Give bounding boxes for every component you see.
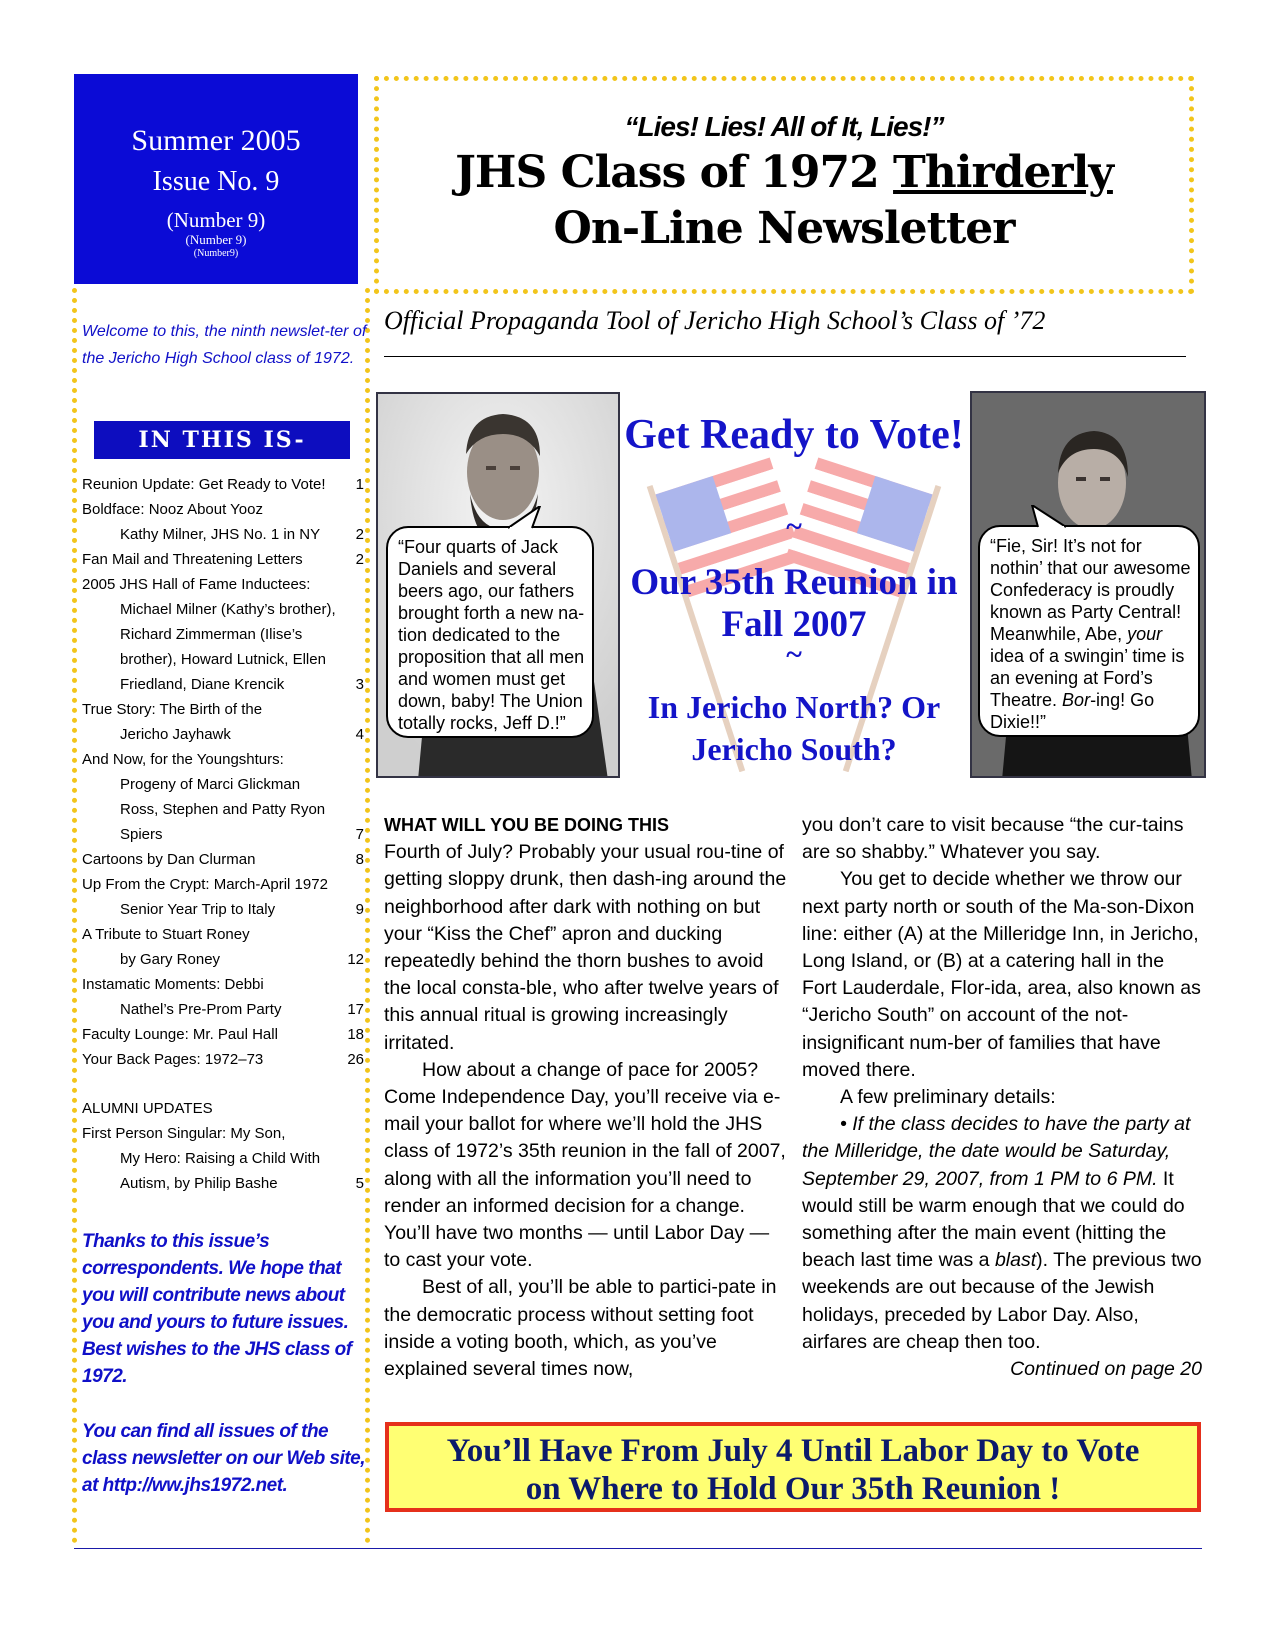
toc-item-page: 12 [347,951,364,968]
speech-tail-icon [506,506,546,530]
toc-item-page: 4 [355,726,364,743]
continued-link[interactable]: Continued on page 20 [1010,1358,1202,1381]
davis-quote-part2: idea of a swingin’ time is an evening at Ford’s Theatre. [990,646,1185,710]
toc-item[interactable] [82,472,364,497]
toc-item-title: Faculty Lounge: Mr. Paul Hall [82,1026,278,1043]
lincoln-photo [376,392,620,778]
article-paragraph: you don’t care to visit because “the cur-tains are so shabby.” Whatever you say. [802,814,1184,864]
tilde-separator-2: ~ [786,638,802,671]
davis-quote-part3: -ing! Go Dixie!!” [990,690,1155,732]
toc-item-title: Nathel’s Pre-Prom Party [120,1001,282,1018]
toc-item-page: 17 [347,1001,364,1018]
davis-speech-bubble [978,525,1200,737]
toc-item[interactable] [82,1022,364,1047]
article-paragraph: A few preliminary details: [840,1086,1056,1109]
banner-line-2: on Where to Hold Our 35th Reunion ! [525,1471,1061,1507]
davis-quote-part1: “Fie, Sir! It’s not for nothin’ that our awesome Confederacy is proudly known as Party Central! Meanwhile, Abe, [990,536,1191,644]
toc-item-page: 26 [347,1051,364,1068]
vote-headline-block [624,392,964,772]
toc-item-title: Fan Mail and Threatening Letters [82,551,303,568]
vote-headline: Get Ready to Vote! [624,412,964,458]
toc-item-title: Richard Zimmerman (Ilise’s [120,626,303,643]
toc-item-title: brother), Howard Lutnick, Ellen [120,651,326,668]
davis-quote-emphasis2: Bor [1062,690,1091,710]
header-divider [384,356,1186,357]
toc-item-page: 3 [355,676,364,693]
masthead-title-underlined: Thirderly [893,147,1113,198]
toc-item[interactable] [82,922,364,947]
toc-item-title: Ross, Stephen and Patty Ryon [120,801,326,818]
toc-item-title: Your Back Pages: 1972–73 [82,1051,264,1068]
toc-item[interactable] [82,547,364,572]
masthead [374,76,1194,294]
toc-item[interactable] [82,972,364,997]
toc-item[interactable] [120,622,364,647]
toc-item[interactable] [82,1096,364,1121]
toc-item-title: A Tribute to Stuart Roney [82,926,250,943]
issue-season: Summer 2005 [131,124,301,157]
toc-item[interactable] [82,847,364,872]
footer-divider [74,1548,1202,1549]
article-paragraph [802,1111,1202,1356]
banner-line-1: You’ll Have From July 4 Until Labor Day to Vote [446,1433,1140,1469]
toc-item[interactable] [82,747,364,772]
toc-item[interactable] [120,722,364,747]
toc-item-title: Jericho Jayhawk [120,726,231,743]
toc-item[interactable] [120,797,364,822]
toc-item-title: Instamatic Moments: Debbi [82,976,264,993]
toc-item[interactable] [120,822,364,847]
davis-photo [970,391,1206,778]
article-column-1 [384,812,788,1383]
toc-item-page: 7 [355,826,364,843]
location-question: In Jericho North? Or Jericho South? [647,689,941,767]
toc-item-title: True Story: The Birth of the [82,701,263,718]
toc-item-page: 8 [355,851,364,868]
article-paragraph: Fourth of July? Probably your usual rou-tine of getting sloppy drunk, then dash-ing around the neighborhood after dark with nothing on but your “Kiss the Chef” apron and ducking repeatedly behind the thorn bushes to avoid the local consta-ble, who after twelve years of this annual ritual is growing increasingly irritated. [384,841,787,1054]
toc-item-title: Cartoons by Dan Clurman [82,851,256,868]
thanks-note: Thanks to this issue’s correspondents. We hope that you will contribute news about you and yours to future issues. Best wishes to the JHS class of 1972. [82,1231,352,1387]
toc-item-page: 9 [355,901,364,918]
toc-item[interactable] [82,497,364,522]
issue-box [74,74,358,284]
toc-item-title: Senior Year Trip to Italy [120,901,276,918]
toc-item-title: Friedland, Diane Krencik [120,676,285,693]
toc-item-title: My Hero: Raising a Child With [120,1150,321,1167]
toc-item-title: Autism, by Philip Bashe [120,1175,278,1192]
toc-item[interactable] [120,647,364,672]
article-italic-detail: • If the class decides to have the party at the Milleridge, the date would be Saturday, September 29, 2007, from 1 PM to 6 PM. [802,1113,1191,1190]
toc-header: IN THIS IS- [94,421,350,459]
toc-item[interactable] [82,1121,364,1146]
toc-item-title: Michael Milner (Kathy’s brother), [120,601,336,618]
toc-item-title: ALUMNI UPDATES [82,1100,213,1117]
toc-item-page: 1 [355,476,364,493]
article-paragraph: Best of all, you’ll be able to partici-pate in the democratic process without setting foot inside a voting booth, which, as you’ve explained several times now, [384,1276,777,1381]
toc-item-page: 5 [355,1175,364,1192]
article-detail-part1: It would still be warm enough that we could do something after the main event (hitting the beach last time was a [802,1167,1185,1272]
article-paragraph: How about a change of pace for 2005? Come Independence Day, you’ll receive via e-mail your ballot for where we’ll hold the JHS class of 1972’s 35th reunion in the fall of 2007, along with all the information you’ll need to render an informed decision for a change. You’ll have two months — until Labor Day — to cast your vote. [384,1058,786,1272]
issue-number: Issue No. 9 [152,166,280,197]
issue-number-echo-1: (Number 9) [166,208,266,232]
article-detail-part2: ). The previous two weekends are out because of the Jewish holidays, preceded by Labor Day. Also, airfares are cheap then too. [802,1249,1202,1353]
toc-item-title: Boldface: Nooz About Yooz [82,501,263,518]
toc-item-title: Spiers [120,826,163,843]
issue-number-echo-3: (Number9) [193,248,239,259]
toc-item-page: 18 [347,1026,364,1043]
toc-item[interactable] [120,1146,364,1171]
toc-item[interactable] [82,697,364,722]
toc-item-title: Up From the Crypt: March-April 1972 [82,876,328,893]
toc-item-title: Kathy Milner, JHS No. 1 in NY [120,526,321,543]
masthead-subtitle: Official Propaganda Tool of Jericho High School’s Class of ’72 [384,306,1046,335]
davis-quote-emphasis1: your [1127,624,1163,644]
toc-item-title: Progeny of Marci Glickman [120,776,301,793]
toc-item[interactable] [120,672,364,697]
toc-item-title: by Gary Roney [120,951,221,968]
issue-number-echo-2: (Number 9) [185,232,247,247]
article-lead-caps: WHAT WILL YOU BE DOING THIS [384,815,669,835]
toc-item-title: 2005 JHS Hall of Fame Inductees: [82,576,311,593]
toc-item-page: 2 [355,551,364,568]
masthead-title-line1 [379,147,1189,198]
toc-item[interactable] [120,947,364,972]
toc-item[interactable] [82,572,364,597]
lincoln-speech-bubble: “Four quarts of Jack Daniels and several beers ago, our fathers brought forth a new na-tion dedicated to the proposition that all men and women must get down, baby! The Union totally rocks, Jeff D.!” [386,526,594,738]
toc-item[interactable] [82,1047,364,1072]
toc-item-title: First Person Singular: My Son, [82,1125,286,1142]
tilde-separator-1: ~ [786,510,802,543]
toc-item[interactable] [120,897,364,922]
toc-item-title: Reunion Update: Get Ready to Vote! [82,476,326,493]
toc-item-title: And Now, for the Youngshturs: [82,751,284,768]
speech-tail-icon [1030,505,1070,529]
masthead-tagline: “Lies! Lies! All of It, Lies!” [624,111,944,142]
article-paragraph: You get to decide whether we throw our next party north or south of the Ma-son-Dixon line: either (A) at the Milleridge Inn, in Jericho, Long Island, or (B) at a catering hall in the Fort Lauderdale, Flor-ida, area, also known as “Jericho South” on account of the not-insignificant num-ber of families that have moved there. [802,868,1201,1081]
toc-item[interactable] [82,872,364,897]
vote-banner [385,1422,1201,1512]
masthead-title-line2: On-Line Newsletter [553,203,1015,254]
toc-item[interactable] [120,522,364,547]
toc-item[interactable] [120,1171,364,1196]
masthead-title-main: JHS Class of 1972 [455,147,894,198]
toc-item-page: 2 [355,526,364,543]
article-emphasis: blast [994,1249,1037,1272]
website-note: You can find all issues of the class newsletter on our Web site, at http://ww.jhs1972.net. [82,1421,366,1496]
toc-item[interactable] [120,597,364,622]
article-column-2 [802,812,1202,1383]
toc-item[interactable] [120,997,364,1022]
toc-item[interactable] [120,772,364,797]
welcome-text: Welcome to this, the ninth newslet-ter of the Jericho High School class of 1972. [82,323,367,367]
reunion-subhead: Our 35th Reunion in Fall 2007 [630,562,958,645]
